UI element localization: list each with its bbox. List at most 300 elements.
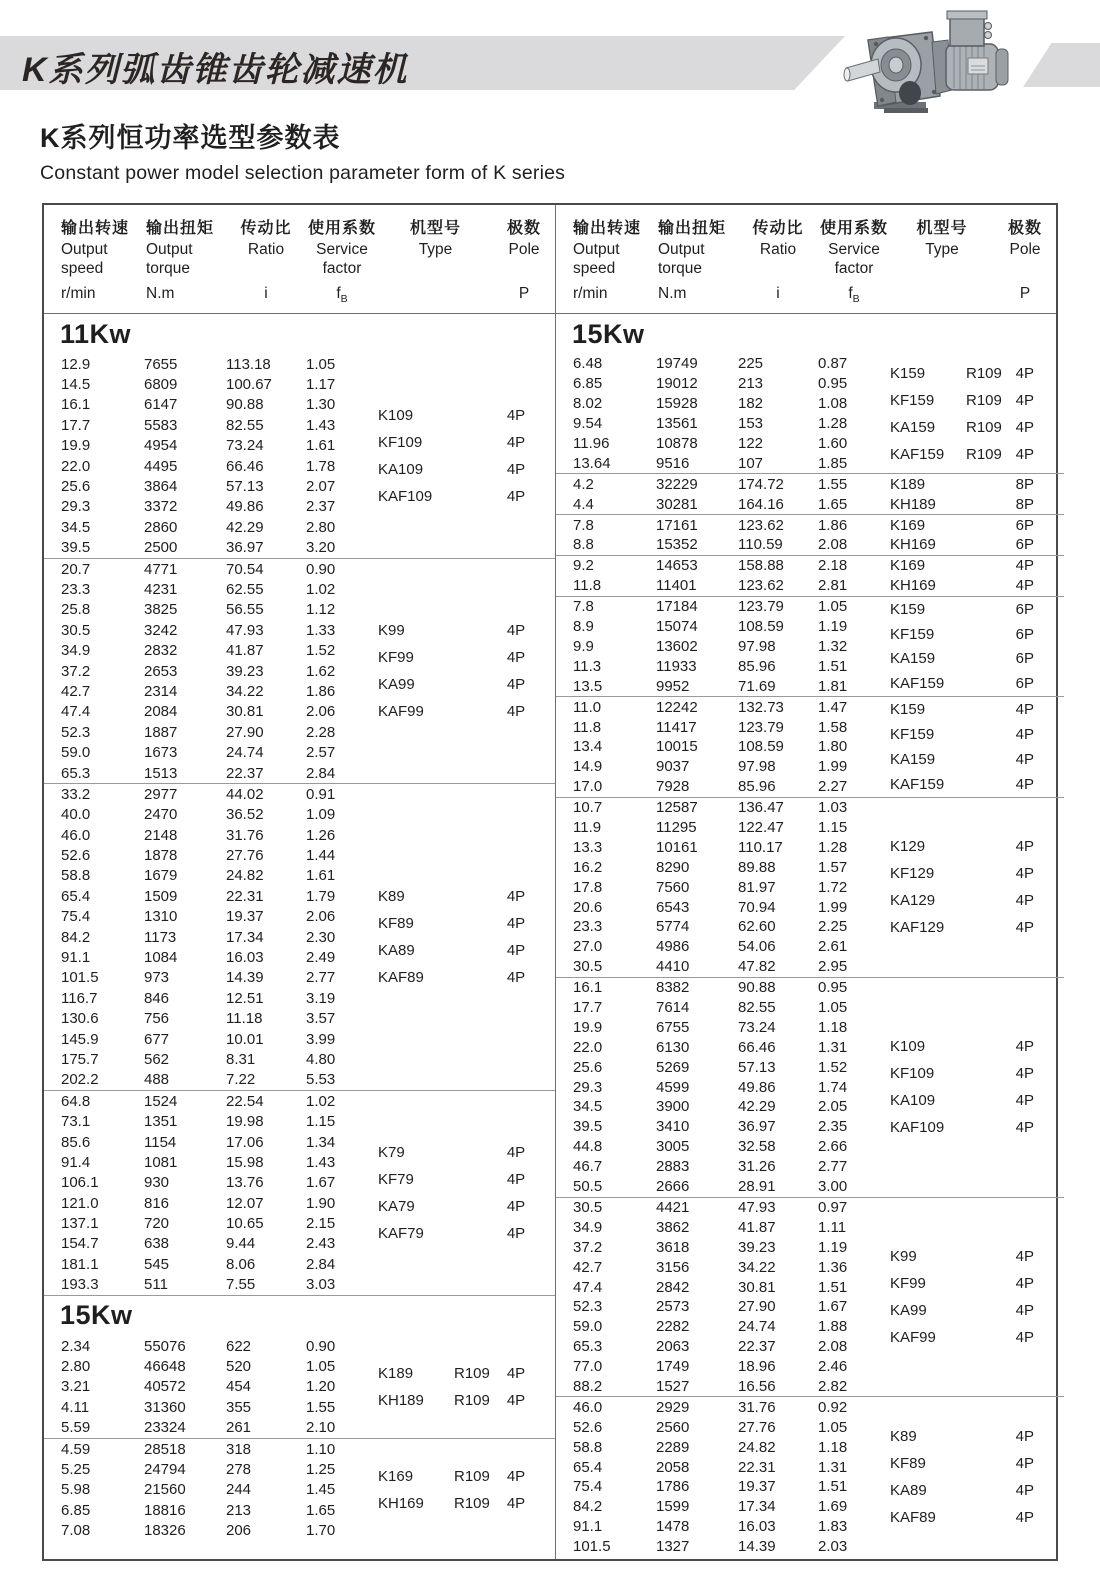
service-factor-value: 1.86 xyxy=(306,682,336,700)
pole-value: 4P xyxy=(1015,919,1035,937)
service-factor-value: 1.34 xyxy=(306,1133,336,1151)
service-factor-value: 2.08 xyxy=(818,536,848,554)
type-model: KH169 xyxy=(890,536,936,554)
service-factor-value: 2.43 xyxy=(306,1235,336,1253)
output-speed-value: 34.9 xyxy=(573,1218,603,1236)
output-speed-value: 52.6 xyxy=(573,1418,603,1436)
output-torque-value: 1887 xyxy=(144,723,178,741)
output-speed-value: 25.6 xyxy=(61,478,91,496)
ratio-value: 261 xyxy=(226,1419,252,1437)
output-torque-value: 2289 xyxy=(656,1438,690,1456)
output-speed-value: 23.3 xyxy=(573,918,603,936)
service-factor-value: 2.77 xyxy=(306,969,336,987)
service-factor-value: 0.95 xyxy=(818,979,848,997)
pole-value: 6P xyxy=(1015,536,1035,554)
service-factor-value: 2.06 xyxy=(306,703,336,721)
ratio-value: 244 xyxy=(226,1481,252,1499)
ratio-value: 31.76 xyxy=(226,826,264,844)
service-factor-value: 1.31 xyxy=(818,1038,848,1056)
pole-value: 4P xyxy=(506,487,526,505)
service-factor-value: 0.91 xyxy=(306,785,336,803)
type-entry xyxy=(378,1463,539,1490)
type-list xyxy=(378,1091,555,1295)
type-variant: R109 xyxy=(454,1494,490,1512)
data-block xyxy=(556,1198,1064,1398)
service-factor-value: 1.99 xyxy=(818,758,848,776)
output-torque-value: 15928 xyxy=(656,395,698,413)
table-body xyxy=(44,314,1056,1559)
output-torque-value: 1878 xyxy=(144,847,178,865)
ratio-value: 122 xyxy=(738,435,764,452)
type-variant: R109 xyxy=(966,418,1002,436)
output-torque-value: 846 xyxy=(144,989,170,1007)
service-factor-value: 0.87 xyxy=(818,355,848,373)
type-model: KF159 xyxy=(890,391,935,409)
ratio-value: 12.07 xyxy=(226,1194,264,1212)
type-model: K129 xyxy=(890,838,926,856)
type-entry xyxy=(890,697,1048,722)
type-model: KAF99 xyxy=(378,703,424,721)
type-model: K189 xyxy=(378,1364,414,1382)
ratio-value: 12.51 xyxy=(226,989,264,1007)
output-torque-value: 19749 xyxy=(656,355,698,373)
ratio-value: 136.47 xyxy=(738,799,784,817)
ratio-value: 13.76 xyxy=(226,1174,264,1192)
data-block xyxy=(556,556,1064,597)
service-factor-value: 1.65 xyxy=(818,495,848,513)
numeric-columns xyxy=(556,1397,890,1556)
output-torque-value: 2842 xyxy=(656,1278,690,1296)
ratio-value: 47.93 xyxy=(226,621,264,639)
type-model: KA159 xyxy=(890,650,936,668)
type-model: KAF109 xyxy=(890,1119,945,1137)
output-torque-value: 2148 xyxy=(144,826,178,844)
ratio-value: 16.03 xyxy=(738,1518,776,1536)
output-torque-value: 756 xyxy=(144,1010,170,1028)
service-factor-value: 3.00 xyxy=(818,1178,848,1196)
output-torque-value: 1673 xyxy=(144,744,178,762)
type-model: KAF159 xyxy=(890,445,945,463)
service-factor-value: 2.35 xyxy=(818,1118,848,1136)
column-header-pole: 极数 Pole P xyxy=(1007,220,1042,302)
output-torque-value: 2977 xyxy=(144,785,178,803)
type-entry xyxy=(378,964,539,991)
output-speed-value: 65.4 xyxy=(61,887,91,905)
numeric-columns xyxy=(44,784,378,1090)
type-entry xyxy=(378,1220,539,1247)
numeric-columns xyxy=(44,1091,378,1295)
ratio-value: 22.54 xyxy=(226,1092,264,1110)
data-block xyxy=(556,1397,1064,1556)
ratio-value: 66.46 xyxy=(738,1038,776,1056)
ratio-value: 206 xyxy=(226,1522,252,1540)
type-model: KA129 xyxy=(890,892,936,910)
ratio-value: 57.13 xyxy=(738,1058,776,1076)
output-torque-value: 2058 xyxy=(656,1458,690,1476)
pole-value: 4P xyxy=(1015,1038,1035,1056)
type-model: K109 xyxy=(890,1038,926,1056)
ratio-value: 123.62 xyxy=(738,577,784,595)
output-speed-value: 39.5 xyxy=(61,539,91,557)
service-factor-value: 1.05 xyxy=(306,1358,336,1376)
service-factor-value: 4.80 xyxy=(306,1050,336,1068)
type-model: K159 xyxy=(890,701,926,719)
output-torque-value: 1509 xyxy=(144,887,178,905)
ratio-value: 57.13 xyxy=(226,478,264,496)
pole-value: 4P xyxy=(1015,557,1035,575)
ratio-value: 213 xyxy=(226,1501,252,1519)
type-entry xyxy=(378,1139,539,1166)
output-torque-value: 816 xyxy=(144,1194,170,1212)
type-model: K159 xyxy=(890,364,926,382)
ratio-value: 14.39 xyxy=(738,1538,776,1556)
service-factor-value: 1.10 xyxy=(306,1440,336,1458)
service-factor-value: 1.05 xyxy=(818,598,848,616)
type-entry xyxy=(890,1033,1048,1060)
ratio-value: 174.72 xyxy=(738,475,784,493)
ratio-value: 10.65 xyxy=(226,1215,264,1233)
service-factor-value: 1.43 xyxy=(306,416,336,434)
output-speed-value: 34.9 xyxy=(61,642,91,660)
data-block xyxy=(556,978,1064,1198)
type-entry xyxy=(890,772,1048,797)
type-entry xyxy=(890,860,1048,887)
output-torque-value: 488 xyxy=(144,1071,170,1089)
type-model: KA99 xyxy=(378,676,415,694)
service-factor-value: 1.02 xyxy=(306,580,336,598)
ratio-value: 28.91 xyxy=(738,1178,776,1196)
data-block xyxy=(556,474,1064,515)
output-speed-value: 34.5 xyxy=(61,518,91,536)
table-header-right xyxy=(555,205,1056,313)
output-speed-value: 11.8 xyxy=(573,577,602,595)
gear-reducer-image xyxy=(838,2,1028,127)
output-torque-value: 1513 xyxy=(144,764,178,782)
output-speed-value: 9.9 xyxy=(573,637,594,655)
output-speed-value: 30.5 xyxy=(573,958,603,976)
output-speed-value: 59.0 xyxy=(61,744,91,762)
type-variant: R109 xyxy=(966,391,1002,409)
service-factor-value: 2.25 xyxy=(818,918,848,936)
service-factor-value: 1.15 xyxy=(818,819,848,837)
data-block xyxy=(44,784,555,1091)
output-speed-value: 2.80 xyxy=(61,1358,91,1376)
column-header-ratio: 传动比 Ratio i xyxy=(752,220,804,302)
service-factor-value: 1.61 xyxy=(306,437,336,455)
output-speed-value: 9.54 xyxy=(573,415,603,433)
type-list xyxy=(378,1336,555,1438)
output-speed-value: 29.3 xyxy=(573,1078,603,1096)
ratio-value: 32.58 xyxy=(738,1138,776,1156)
pole-value: 4P xyxy=(1015,838,1035,856)
output-torque-value: 2063 xyxy=(656,1338,690,1356)
service-factor-value: 1.74 xyxy=(818,1078,848,1096)
service-factor-value: 2.82 xyxy=(818,1377,848,1395)
output-torque-value: 9516 xyxy=(656,454,690,472)
intro xyxy=(40,116,565,185)
output-speed-value: 91.4 xyxy=(61,1153,91,1171)
output-speed-value: 40.0 xyxy=(61,806,91,824)
ratio-value: 22.37 xyxy=(226,764,264,782)
numeric-columns xyxy=(556,1198,890,1397)
pole-value: 4P xyxy=(506,969,526,987)
ratio-value: 15.98 xyxy=(226,1153,264,1171)
output-speed-value: 11.0 xyxy=(573,698,602,716)
ratio-value: 24.82 xyxy=(738,1438,776,1456)
pole-value: 4P xyxy=(506,703,526,721)
type-entry xyxy=(378,671,539,698)
output-speed-value: 2.34 xyxy=(61,1337,91,1355)
service-factor-value: 1.65 xyxy=(306,1501,336,1519)
output-torque-value: 2860 xyxy=(144,518,178,536)
numeric-columns xyxy=(556,354,890,473)
pole-value: 4P xyxy=(506,1494,526,1512)
ratio-value: 62.60 xyxy=(738,918,776,936)
section-title: 11Kw xyxy=(60,318,132,349)
pole-value: 4P xyxy=(1015,892,1035,910)
type-model: K79 xyxy=(378,1144,405,1162)
service-factor-value: 2.27 xyxy=(818,778,848,796)
service-factor-value: 1.02 xyxy=(306,1092,336,1110)
service-factor-value: 2.08 xyxy=(818,1338,848,1356)
ratio-value: 213 xyxy=(738,375,764,393)
ratio-value: 82.55 xyxy=(226,416,264,434)
numeric-columns xyxy=(556,597,890,697)
service-factor-value: 1.52 xyxy=(306,642,336,660)
output-speed-value: 11.8 xyxy=(573,718,602,736)
output-torque-value: 1599 xyxy=(656,1498,690,1516)
service-factor-value: 2.07 xyxy=(306,478,336,496)
pole-value: 4P xyxy=(506,1225,526,1243)
output-speed-value: 121.0 xyxy=(61,1194,99,1212)
output-torque-value: 8382 xyxy=(656,979,690,997)
ratio-value: 158.88 xyxy=(738,557,784,575)
output-speed-value: 3.21 xyxy=(61,1378,91,1396)
ratio-value: 41.87 xyxy=(738,1218,776,1236)
type-model: KAF109 xyxy=(378,487,433,505)
ratio-value: 8.31 xyxy=(226,1050,256,1068)
output-speed-value: 42.7 xyxy=(61,682,91,700)
output-speed-value: 25.6 xyxy=(573,1058,603,1076)
type-variant: R109 xyxy=(454,1391,490,1409)
type-entry xyxy=(890,1297,1048,1324)
output-speed-value: 145.9 xyxy=(61,1030,99,1048)
pole-value: 4P xyxy=(1015,364,1035,382)
service-factor-value: 2.05 xyxy=(818,1098,848,1116)
type-entry xyxy=(890,1477,1048,1504)
ratio-value: 41.87 xyxy=(226,642,264,660)
service-factor-value: 1.05 xyxy=(306,355,336,373)
output-torque-value: 10161 xyxy=(656,838,698,856)
banner-band-right xyxy=(1023,43,1100,87)
output-speed-value: 14.5 xyxy=(61,376,91,394)
pole-value: 4P xyxy=(1015,1454,1035,1472)
ratio-value: 182 xyxy=(738,395,764,413)
output-speed-value: 20.6 xyxy=(573,898,603,916)
type-variant: R109 xyxy=(966,445,1002,463)
output-speed-value: 11.96 xyxy=(573,435,610,452)
output-speed-value: 116.7 xyxy=(61,989,98,1007)
column-header-speed: 输出转速 Output speed r/min xyxy=(61,220,130,302)
pole-value: 4P xyxy=(506,406,526,424)
ratio-value: 19.37 xyxy=(738,1478,776,1496)
ratio-value: 54.06 xyxy=(738,938,776,956)
service-factor-value: 1.19 xyxy=(818,618,848,636)
output-speed-value: 29.3 xyxy=(61,498,91,516)
ratio-value: 16.03 xyxy=(226,949,264,967)
type-list xyxy=(378,784,555,1090)
output-torque-value: 1084 xyxy=(144,949,178,967)
output-speed-value: 52.6 xyxy=(61,847,91,865)
type-list xyxy=(890,474,1064,514)
ratio-value: 123.79 xyxy=(738,718,784,736)
type-entry xyxy=(890,646,1048,671)
ratio-value: 31.26 xyxy=(738,1158,776,1176)
output-torque-value: 9037 xyxy=(656,758,690,776)
type-entry xyxy=(890,387,1048,414)
output-speed-value: 58.8 xyxy=(573,1438,603,1456)
service-factor-value: 1.90 xyxy=(306,1194,336,1212)
data-block xyxy=(44,1336,555,1439)
pole-value: 8P xyxy=(1015,495,1035,513)
output-speed-value: 101.5 xyxy=(573,1538,611,1556)
output-speed-value: 130.6 xyxy=(61,1010,99,1028)
output-torque-value: 4986 xyxy=(656,938,690,956)
ratio-value: 30.81 xyxy=(738,1278,776,1296)
ratio-value: 24.74 xyxy=(738,1318,776,1336)
output-torque-value: 31360 xyxy=(144,1398,186,1416)
output-torque-value: 1679 xyxy=(144,867,178,885)
service-factor-value: 2.81 xyxy=(818,577,848,595)
output-torque-value: 15352 xyxy=(656,536,698,554)
column-header-factor: 使用系数 Service factor $f_B$ xyxy=(819,220,888,306)
output-torque-value: 21560 xyxy=(144,1481,186,1499)
type-model: KF129 xyxy=(890,865,935,883)
ratio-value: 7.22 xyxy=(226,1071,256,1089)
output-torque-value: 3618 xyxy=(656,1238,690,1256)
type-model: KF89 xyxy=(378,915,414,933)
data-block xyxy=(556,597,1064,698)
type-entry xyxy=(378,1360,539,1387)
column-header-factor: 使用系数 Service factor $f_B$ xyxy=(307,220,376,306)
service-factor-value: 1.18 xyxy=(818,1018,848,1036)
type-entry xyxy=(890,515,1048,535)
pole-value: 4P xyxy=(506,460,526,478)
type-list xyxy=(890,556,1064,596)
type-list xyxy=(890,515,1064,555)
ratio-value: 19.37 xyxy=(226,908,264,926)
output-speed-value: 181.1 xyxy=(61,1255,99,1273)
service-factor-value: 1.67 xyxy=(306,1174,336,1192)
pole-value: 4P xyxy=(1015,726,1035,743)
output-speed-value: 4.11 xyxy=(61,1398,90,1416)
type-model: KF99 xyxy=(378,649,414,667)
type-model: KA89 xyxy=(378,942,415,960)
service-factor-value: 2.84 xyxy=(306,764,336,782)
output-torque-value: 55076 xyxy=(144,1337,186,1355)
column-header-speed: 输出转速 Output speed r/min xyxy=(573,220,642,302)
output-torque-value: 11417 xyxy=(656,718,697,736)
output-torque-value: 5774 xyxy=(656,918,690,936)
output-torque-value: 3862 xyxy=(656,1218,690,1236)
type-entry xyxy=(890,914,1048,941)
ratio-value: 56.55 xyxy=(226,601,264,619)
output-speed-value: 7.8 xyxy=(573,598,594,616)
data-block xyxy=(44,559,555,784)
type-model: KH169 xyxy=(378,1494,424,1512)
type-model: KAF79 xyxy=(378,1225,424,1243)
output-torque-value: 5269 xyxy=(656,1058,690,1076)
ratio-value: 34.22 xyxy=(226,682,264,700)
service-factor-value: 1.30 xyxy=(306,396,336,414)
output-speed-value: 20.7 xyxy=(61,560,91,578)
column-header-ratio: 传动比 Ratio i xyxy=(240,220,292,302)
ratio-value: 108.59 xyxy=(738,618,784,636)
type-variant: R109 xyxy=(454,1364,490,1382)
numeric-columns xyxy=(556,798,890,977)
output-speed-value: 65.3 xyxy=(61,764,91,782)
type-entry xyxy=(378,1193,539,1220)
output-torque-value: 3242 xyxy=(144,621,178,639)
type-model: KF159 xyxy=(890,726,935,743)
ratio-value: 39.23 xyxy=(738,1238,776,1256)
service-factor-value: 1.17 xyxy=(306,376,336,394)
type-model: K89 xyxy=(890,1427,917,1445)
service-factor-value: 2.66 xyxy=(818,1138,848,1156)
type-model: KH189 xyxy=(890,495,936,513)
pole-value: 4P xyxy=(1015,775,1035,793)
output-torque-value: 6543 xyxy=(656,898,690,916)
output-torque-value: 14653 xyxy=(656,557,698,575)
ratio-value: 10.01 xyxy=(226,1030,264,1048)
ratio-value: 24.82 xyxy=(226,867,264,885)
output-speed-value: 91.1 xyxy=(61,949,91,967)
output-speed-value: 50.5 xyxy=(573,1178,603,1196)
output-speed-value: 85.6 xyxy=(61,1133,91,1151)
ratio-value: 8.06 xyxy=(226,1255,256,1273)
service-factor-value: 1.32 xyxy=(818,637,848,655)
column-header-pole: 极数 Pole P xyxy=(506,220,541,302)
service-factor-value: 2.84 xyxy=(306,1255,336,1273)
output-torque-value: 28518 xyxy=(144,1440,186,1458)
ratio-value: 70.94 xyxy=(738,898,776,916)
output-torque-value: 3825 xyxy=(144,601,178,619)
type-entry xyxy=(378,429,539,456)
service-factor-value: 0.97 xyxy=(818,1198,848,1216)
output-torque-value: 4231 xyxy=(144,580,178,598)
service-factor-value: 1.72 xyxy=(818,878,848,896)
service-factor-value: 2.10 xyxy=(306,1419,336,1437)
output-speed-value: 175.7 xyxy=(61,1050,99,1068)
table-header-left xyxy=(44,205,555,313)
table-body-left xyxy=(44,314,555,1559)
output-speed-value: 202.2 xyxy=(61,1071,99,1089)
ratio-value: 122.47 xyxy=(738,819,784,837)
service-factor-value: 2.77 xyxy=(818,1158,848,1176)
output-speed-value: 14.9 xyxy=(573,758,603,776)
type-entry xyxy=(378,617,539,644)
type-entry xyxy=(890,414,1048,441)
output-speed-value: 4.2 xyxy=(573,475,594,493)
pole-value: 4P xyxy=(506,1144,526,1162)
output-torque-value: 2560 xyxy=(656,1418,690,1436)
type-entry xyxy=(890,833,1048,860)
output-torque-value: 2500 xyxy=(144,539,178,557)
data-block xyxy=(556,515,1064,556)
type-entry xyxy=(890,576,1048,596)
output-speed-value: 30.5 xyxy=(573,1198,603,1216)
output-torque-value: 19012 xyxy=(656,375,698,393)
